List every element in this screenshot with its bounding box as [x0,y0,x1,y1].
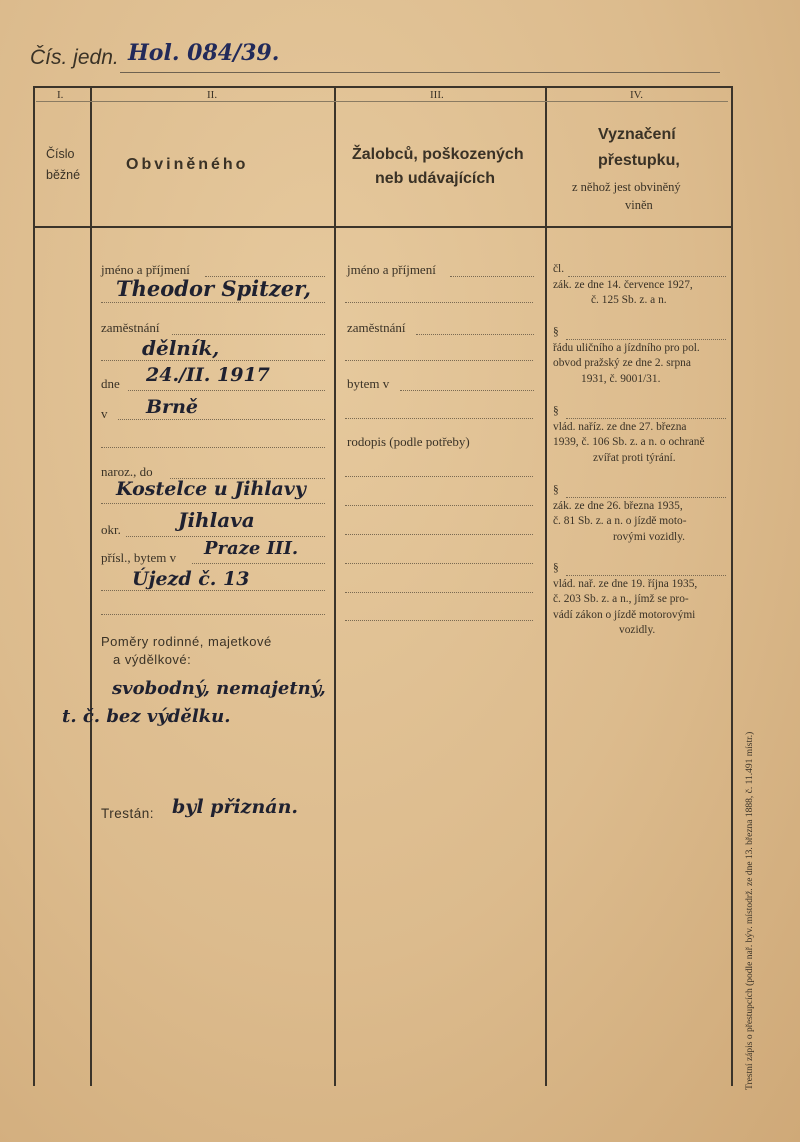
reference-label: Čís. jedn. [30,46,119,69]
offense-5-line-3: vádí zákon o jízdě motorovými [553,608,696,621]
column-numeral-1: I. [57,89,64,101]
offense-1-line-2: č. 125 Sb. z. a n. [591,294,667,306]
offense-4-line-3: rovými vozidly. [613,530,686,543]
offense-1-line-1: zák. ze dne 14. července 1927, [553,278,693,291]
accused-district-label: okr. [101,522,121,537]
offense-2-head: § [553,326,559,338]
accused-district-value: Jihlava [178,508,255,532]
offense-2-line-1: řádu uličního a jízdního pro pol. [553,341,700,354]
column-numeral-4: IV. [630,89,643,101]
plaintiff-blank-line-5 [345,592,533,593]
offense-5-line-4: vozidly. [619,624,656,636]
column-divider-3 [545,86,547,1086]
offense-section-4 [553,483,687,545]
plaintiff-residence-line-2 [345,418,533,419]
accused-place-value: Brně [146,396,198,418]
circumstances-value-line1: svobodný, nemajetný, [112,678,326,699]
accused-name-value: Theodor Spitzer, [116,276,311,301]
accused-name-label: jméno a příjmení [101,262,190,277]
column-1-title-line1: Číslo [46,147,75,161]
header-bottom-border [33,226,733,228]
plaintiff-name-line [450,276,534,277]
offense-4-head-line [566,497,726,498]
column-3-title-line1: Žalobců, poškozených [352,146,524,163]
offense-section-5 [553,561,697,639]
offense-3-line-2: 1939, č. 106 Sb. z. a n. o ochraně [553,436,705,448]
accused-residence-value: Praze III. [204,538,299,559]
plaintiff-description-label: rodopis (podle potřeby) [347,434,470,449]
plaintiff-name-label: jméno a příjmení [347,262,436,277]
accused-residence-line [192,563,325,564]
offense-2-line-3: 1931, č. 9001/31. [581,372,661,385]
plaintiff-name-line-2 [345,302,533,303]
plaintiff-blank-line-3 [345,534,533,535]
accused-place-line [118,419,325,420]
accused-place-line-2 [101,447,325,448]
reference-underline [120,72,720,73]
offense-5-line-2: č. 203 Sb. z. a n., jímž se pro- [553,593,689,605]
column-4-title-line1: Vyznačení [598,126,676,143]
column-2-title: Obviněného [126,156,249,173]
table-left-border [33,86,35,1086]
offense-1-head: čl. [553,263,565,275]
offense-4-head: § [553,484,559,496]
accused-street-line [101,590,325,591]
accused-occupation-label: zaměstnání [101,320,160,335]
column-1-title-line2: běžné [46,168,81,182]
accused-residence-label: přísl., bytem v [101,550,177,565]
offense-4-line-1: zák. ze dne 26. března 1935, [553,499,683,512]
plaintiff-occupation-line [416,334,534,335]
accused-date-value: 24./II. 1917 [146,364,270,386]
offense-5-line-1: vlád. nař. ze dne 19. října 1935, [553,577,698,590]
offense-3-line-3: zvířat proti týrání. [593,451,676,464]
column-divider-2 [334,86,336,1086]
accused-place-label: v [101,406,108,421]
plaintiff-blank-line-6 [345,620,533,621]
offense-3-head: § [553,405,559,417]
accused-occupation-line-2 [101,360,325,361]
circumstances-label-line2: a výdělkové: [113,652,192,667]
column-numeral-2: II. [207,89,218,101]
offense-section-3 [553,404,705,466]
offense-2-line-2: obvod pražský ze dne 2. srpna [553,357,691,369]
numeral-row-line [36,101,728,102]
plaintiff-residence-line [400,390,534,391]
column-4-subtitle-line2: viněn [625,198,653,212]
table-right-border [731,86,733,1086]
accused-origin-value: Kostelce u Jihlavy [116,478,306,500]
offense-5-head-line [566,575,726,576]
accused-origin-line-2 [101,503,325,504]
circumstances-value-line2: t. č. bez výdělku. [62,706,231,727]
table-top-border [33,86,733,88]
criminal-label: Trestán: [101,806,155,821]
offense-section-2 [553,325,700,387]
offense-section-1 [553,262,693,309]
accused-district-line [126,536,325,537]
reference-value: Hol. 084/39. [128,40,280,66]
column-3-title-line2: neb udávajících [375,170,496,187]
accused-date-line [128,390,325,391]
accused-name-line-2 [101,302,325,303]
plaintiff-blank-line-4 [345,563,533,564]
column-4-subtitle-line1: z něhož jest obviněný [572,180,681,194]
accused-origin-label: naroz., do [101,464,153,479]
circumstances-label-line1: Poměry rodinné, majetkové [101,634,272,649]
accused-occupation-line [172,334,325,335]
plaintiff-residence-label: bytem v [347,376,390,391]
offense-1-head-line [568,276,726,277]
side-note: Trestní zápis o přestupcích (podle nař. býv. místodrž. ze dne 13. března 1888, č. 11.491 místr.) [745,731,755,1090]
offense-3-head-line [566,418,726,419]
column-4-title-line2: přestupku, [598,152,680,169]
plaintiff-occupation-line-2 [345,360,533,361]
accused-street-value: Újezd č. 13 [132,568,250,590]
accused-occupation-value: dělník, [142,336,220,360]
column-divider-1 [90,86,92,1086]
column-numeral-3: III. [430,89,444,101]
offense-3-line-1: vlád. naříz. ze dne 27. března [553,420,687,433]
offense-4-line-2: č. 81 Sb. z. a n. o jízdě moto- [553,515,687,527]
plaintiff-blank-line-1 [345,476,533,477]
offense-2-head-line [566,339,726,340]
plaintiff-occupation-label: zaměstnání [347,320,406,335]
plaintiff-blank-line-2 [345,505,533,506]
criminal-value: byl přiznán. [172,796,299,818]
accused-extra-line [101,614,325,615]
accused-date-label: dne [101,376,120,391]
offense-5-head: § [553,562,559,574]
